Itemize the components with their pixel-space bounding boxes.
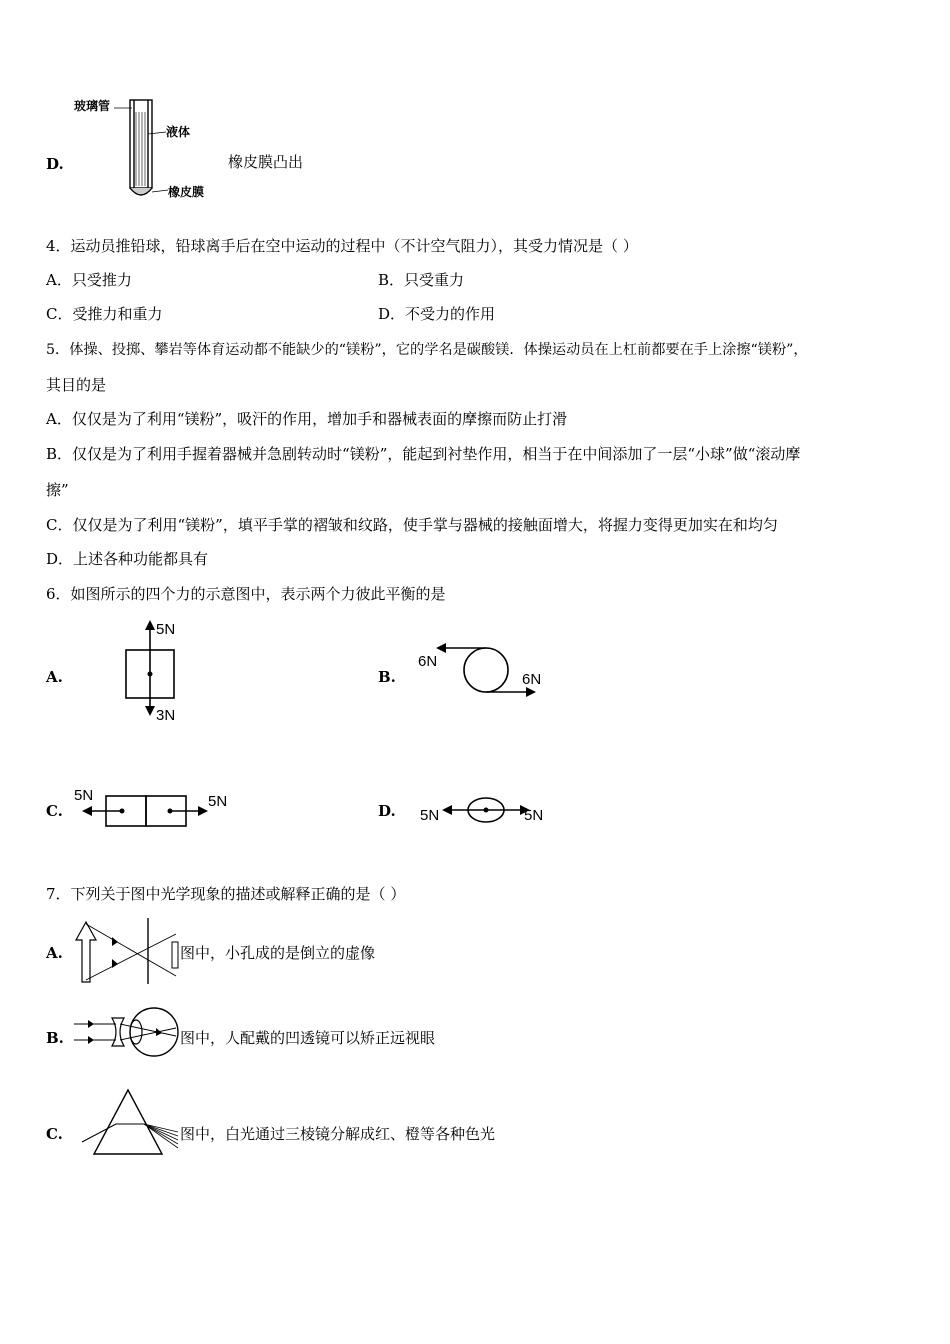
membrane-label: 橡皮膜 — [168, 185, 205, 199]
q5-stem-line2: 其目的是 — [46, 376, 107, 394]
q6-figure-a[interactable] — [110, 618, 220, 728]
q4-option-c[interactable]: C．受推力和重力 — [46, 305, 163, 323]
liquid-label: 液体 — [166, 125, 191, 139]
left-arrow-head — [436, 643, 446, 653]
liquid-tube-figure — [72, 96, 222, 206]
prism — [94, 1090, 162, 1154]
prism-figure — [72, 1086, 182, 1166]
q7-option-a-label[interactable]: A. — [46, 944, 63, 962]
q7-option-c-label[interactable]: C. — [46, 1125, 63, 1143]
q7-option-a-text[interactable]: 图中，小孔成的是倒立的虚像 — [180, 944, 376, 962]
eyeball — [130, 1008, 178, 1056]
eye-lens — [130, 1020, 142, 1044]
q5-option-c[interactable]: C．仅仅是为了利用“镁粉”，填平手掌的褶皱和纹路，使手掌与器械的接触面增大，将握力变得更加实在和均匀 — [46, 516, 778, 534]
object-arrow — [76, 922, 96, 982]
q7-option-c-text[interactable]: 图中，白光通过三棱镜分解成红、橙等各种色光 — [180, 1125, 496, 1143]
q7-option-b-text[interactable]: 图中，人配戴的凹透镜可以矫正远视眼 — [180, 1029, 436, 1047]
force-label-left: 5N — [420, 807, 440, 824]
glass-tube — [130, 100, 152, 188]
force-label-right: 5N — [524, 807, 544, 824]
force-label-up: 5N — [156, 621, 176, 638]
up-arrow-head — [145, 620, 155, 630]
right-arrow-head — [198, 806, 208, 816]
glass-tube-label: 玻璃管 — [74, 99, 111, 113]
q6-option-d-label[interactable]: D. — [378, 802, 396, 820]
concave-lens — [112, 1018, 124, 1046]
dispersed-rays — [144, 1124, 178, 1148]
q6-stem: 6．如图所示的四个力的示意图中，表示两个力彼此平衡的是 — [46, 585, 446, 603]
right-arrow-head — [526, 687, 536, 697]
force-label-left: 6N — [418, 653, 438, 670]
inverted-image — [172, 942, 178, 968]
q6-figure-d[interactable] — [418, 788, 558, 838]
q4-option-b[interactable]: B．只受重力 — [378, 271, 465, 289]
q4-option-a[interactable]: A．只受推力 — [46, 271, 132, 289]
q3-option-d-text: 橡皮膜凸出 — [228, 153, 304, 171]
force-label-left: 5N — [74, 787, 94, 804]
down-arrow-head — [145, 706, 155, 716]
q4-option-d[interactable]: D．不受力的作用 — [378, 305, 496, 323]
q5-option-b-line1[interactable]: B．仅仅是为了利用手握着器械并急剧转动时“镁粉”，能起到衬垫作用，相当于在中间添加了一层“小球”做“滚动摩 — [46, 445, 801, 463]
q7-stem: 7．下列关于图中光学现象的描述或解释正确的是（ ） — [46, 885, 406, 903]
force-label-down: 3N — [156, 707, 176, 724]
left-arrow-head — [442, 805, 452, 815]
q5-option-d[interactable]: D．上述各种功能都具有 — [46, 550, 209, 568]
force-label-right: 5N — [208, 793, 228, 810]
q7-option-b-label[interactable]: B. — [46, 1029, 64, 1047]
incident-ray — [82, 1124, 116, 1142]
q5-option-b-line2[interactable]: 擦” — [46, 481, 69, 499]
force-label-right: 6N — [522, 671, 542, 688]
q6-figure-c[interactable] — [72, 784, 242, 834]
q3-option-d-label: D. — [46, 155, 64, 173]
eye-lens-figure — [72, 1002, 182, 1062]
left-arrow-head — [82, 806, 92, 816]
q5-option-a[interactable]: A．仅仅是为了利用“镁粉”，吸汗的作用，增加手和器械表面的摩擦而防止打滑 — [46, 410, 568, 428]
q6-option-a-label[interactable]: A. — [46, 668, 63, 686]
q6-figure-b[interactable] — [414, 640, 554, 720]
q6-option-b-label[interactable]: B. — [378, 668, 396, 686]
pinhole-figure — [72, 916, 182, 986]
q6-option-c-label[interactable]: C. — [46, 802, 63, 820]
q4-stem: 4．运动员推铅球，铅球离手后在空中运动的过程中（不计空气阻力），其受力情况是（ ） — [46, 237, 638, 255]
rubber-membrane-bulge — [130, 188, 152, 195]
ball — [464, 648, 508, 692]
q5-stem-line1: 5．体操、投掷、攀岩等体育运动都不能缺少的“镁粉”，它的学名是碳酸镁．体操运动员在上杠前都要在手上涂擦“镁粉”， — [46, 342, 808, 358]
